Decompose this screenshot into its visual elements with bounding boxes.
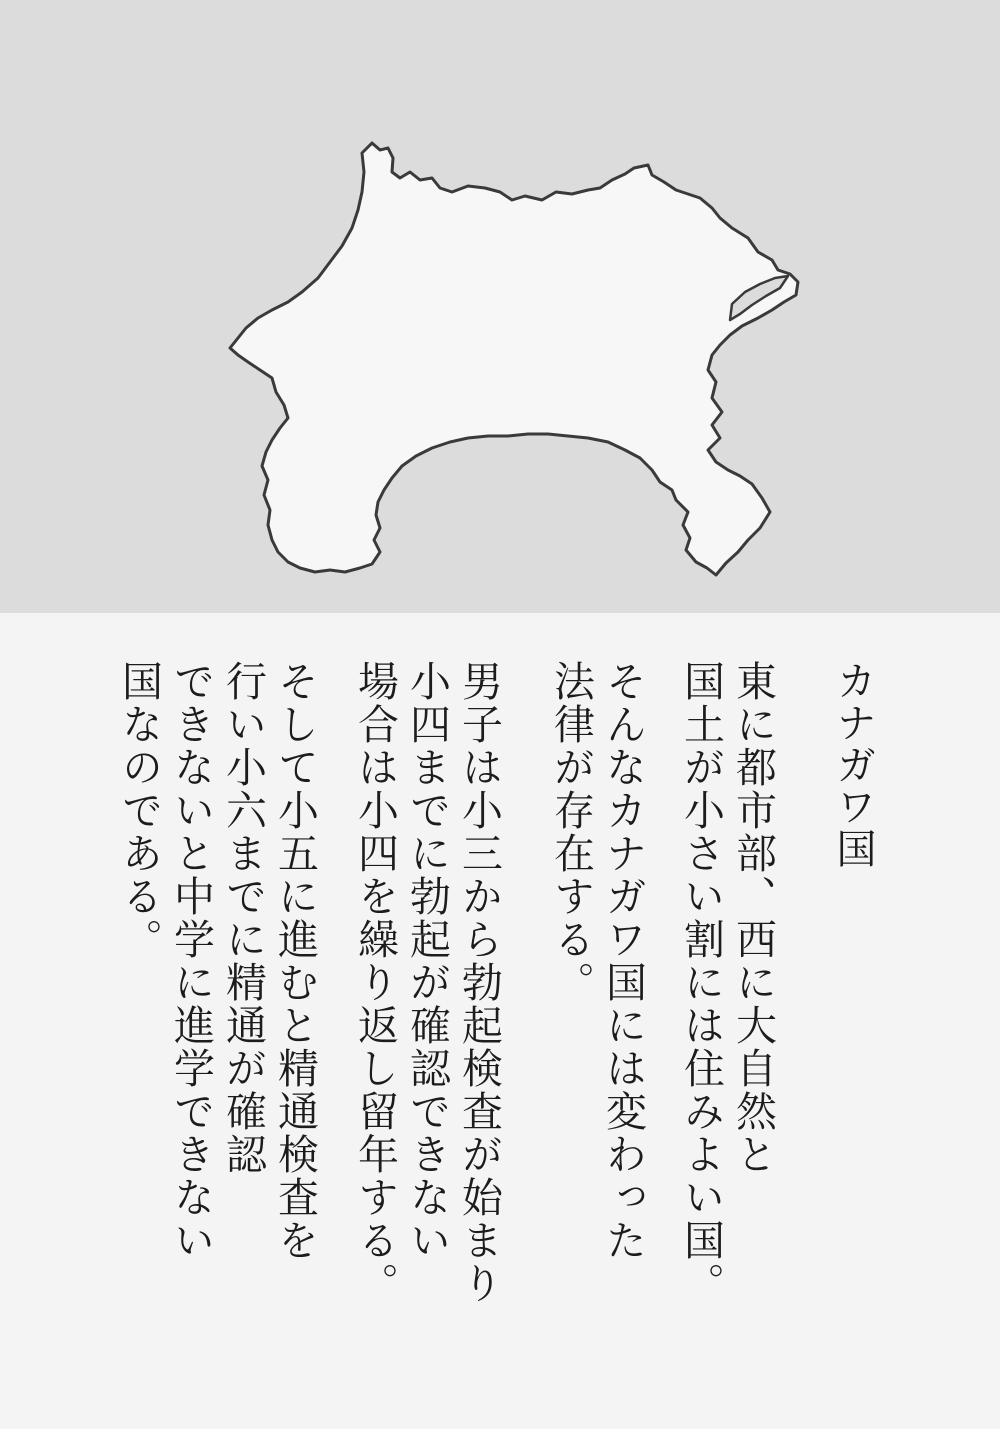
kanagawa-map-outline (0, 0, 1000, 613)
body-text (100, 660, 900, 1380)
text-line: 国土が小さい割には住みよい国。 (677, 660, 725, 1305)
text-line: 東に都市部、西に大自然と (729, 660, 777, 1176)
text-line: そして小五に進むと精通検査を (271, 660, 319, 1262)
text-line: 男子は小三から勃起検査が始まり (455, 660, 503, 1305)
text-line: できないと中学に進学できない (167, 660, 215, 1262)
text-line: 法律が存在する。 (547, 660, 595, 1004)
map-panel (0, 0, 1000, 613)
page-title: カナガワ国 (830, 660, 876, 870)
text-line: 国なのである。 (115, 660, 163, 961)
text-line: 行い小六までに精通が確認 (219, 660, 267, 1176)
text-line: 小四までに勃起が確認できない (403, 660, 451, 1262)
text-line: そんなカナガワ国には変わった (599, 660, 647, 1262)
text-line: 場合は小四を繰り返し留年する。 (351, 660, 399, 1305)
